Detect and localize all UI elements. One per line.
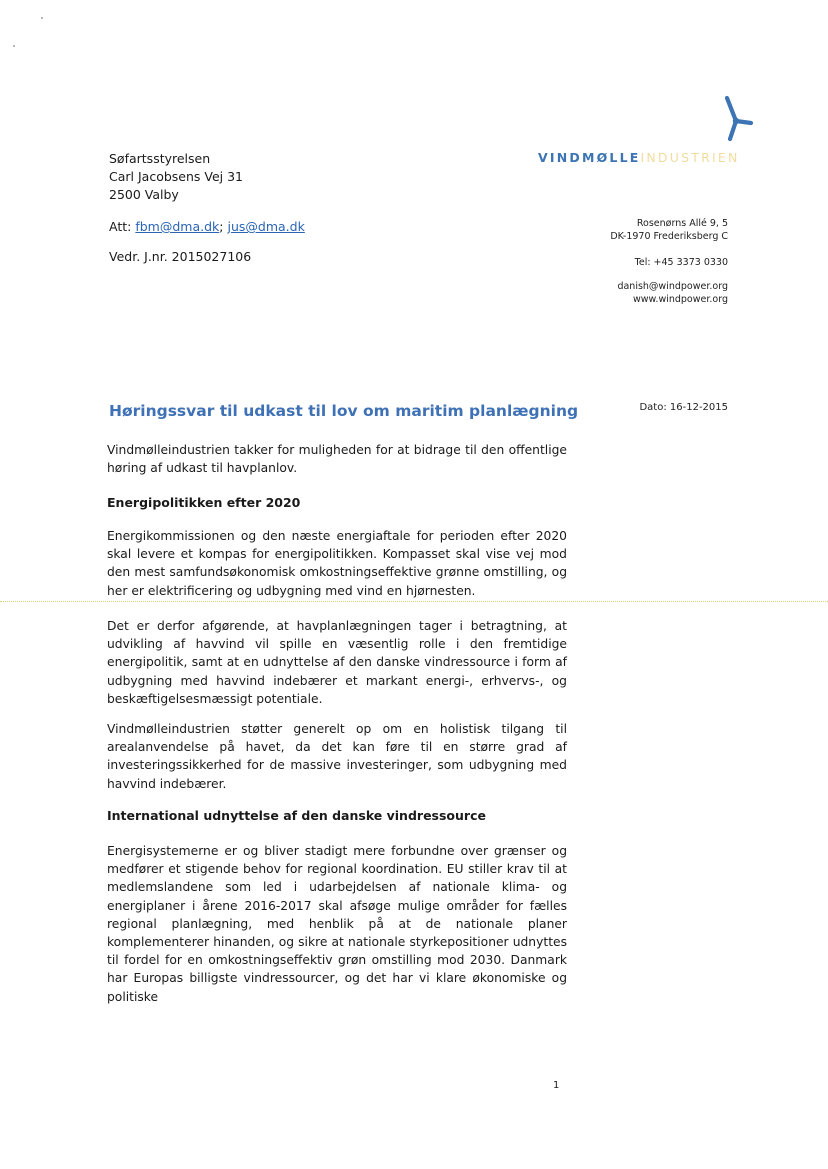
sender-contact: [610, 217, 728, 306]
scan-speck: [41, 17, 43, 19]
paragraph-text: Energisystemerne er og bliver stadigt mere forbundne over grænser og medfører et stigende behov for regional koordination. EU stiller krav til at medlemslandene som led i udarbejdelsen af nationale klima- og energiplaner i årene 2016-2017 skal afsøge mulige områder for fælles regional planlægning, med henblik på at de nationale planer komplementerer hinanden, og sikre at nationale styrkepositioner udnyttes til fordel for en omkostningseffektiv grøn omstilling mod 2030. Danmark har Europas billigste vindressourcer, og det har vi klare økonomiske og politiske: [107, 844, 567, 1004]
company-logo: [538, 150, 740, 165]
body-paragraph: [107, 842, 567, 1006]
document-date: Dato: 16-12-2015: [639, 402, 728, 413]
paragraph-text: Det er derfor afgørende, at havplanlægningen tager i betragtning, at udvikling af havvind vil spille en væsentlig rolle i den fremtidige energipolitik, samt at en udnyttelse af den danske vindressource i form af udbygning med havvind indebærer et markant energi-, erhvervs-, og beskæftigelsesmæssigt potentiale.: [107, 619, 567, 706]
page-number: 1: [553, 1080, 560, 1091]
attention-separator: ;: [219, 219, 224, 234]
section-heading: Energipolitikken efter 2020: [107, 495, 301, 510]
recipient-line: Søfartsstyrelsen: [109, 151, 211, 166]
paragraph-text: Vindmølleindustrien takker for muligheden for at bidrage til den offentlige høring af udkast til havplanlov.: [107, 443, 567, 476]
scan-speck: [13, 45, 15, 47]
email-link-fbm[interactable]: fbm@dma.dk: [135, 219, 220, 234]
paragraph-text: Vindmølleindustrien støtter generelt op om en holistisk tilgang til arealanvendelse på havet, da det kan føre til en større grad af investeringssikkerhed for de massive investeringer, som udbygning med havvind indebærer.: [107, 722, 567, 791]
email-link-jus[interactable]: jus@dma.dk: [227, 219, 305, 234]
sender-address-line: Rosenørns Allé 9, 5: [636, 218, 728, 229]
section-heading: International udnyttelse af den danske vindressource: [107, 808, 486, 823]
logo-text-primary: VINDMØLLE: [538, 150, 641, 165]
reference-number: Vedr. J.nr. 2015027106: [109, 249, 252, 264]
recipient-line: Carl Jacobsens Vej 31: [109, 169, 244, 184]
body-paragraph: [107, 720, 567, 793]
paragraph-text: Energikommissionen og den næste energiaftale for perioden efter 2020 skal levere et kompas for energipolitikken. Kompasset skal vise vej mod den mest samfundsøkonomisk omkostningseffektive grønne omstilling, og her er elektrificering og udbygning med vind en hjørnesten.: [107, 529, 567, 598]
logo-text-secondary: INDUSTRIEN: [640, 150, 740, 165]
sender-phone: Tel: +45 3373 0330: [634, 257, 728, 268]
recipient-address: [109, 150, 243, 204]
body-paragraph: [107, 527, 567, 600]
body-paragraph: [107, 441, 567, 477]
recipient-line: 2500 Valby: [109, 187, 179, 202]
attention-label: Att:: [109, 219, 132, 234]
sender-website: www.windpower.org: [632, 294, 728, 305]
scan-fold-line: [0, 601, 828, 602]
body-paragraph: [107, 617, 567, 708]
wind-turbine-icon: [718, 94, 758, 144]
document-title: Høringssvar til udkast til lov om maritim planlægning: [109, 402, 579, 420]
sender-email: danish@windpower.org: [617, 281, 728, 292]
attention-line: [109, 219, 305, 234]
sender-address-line: DK-1970 Frederiksberg C: [610, 231, 728, 242]
